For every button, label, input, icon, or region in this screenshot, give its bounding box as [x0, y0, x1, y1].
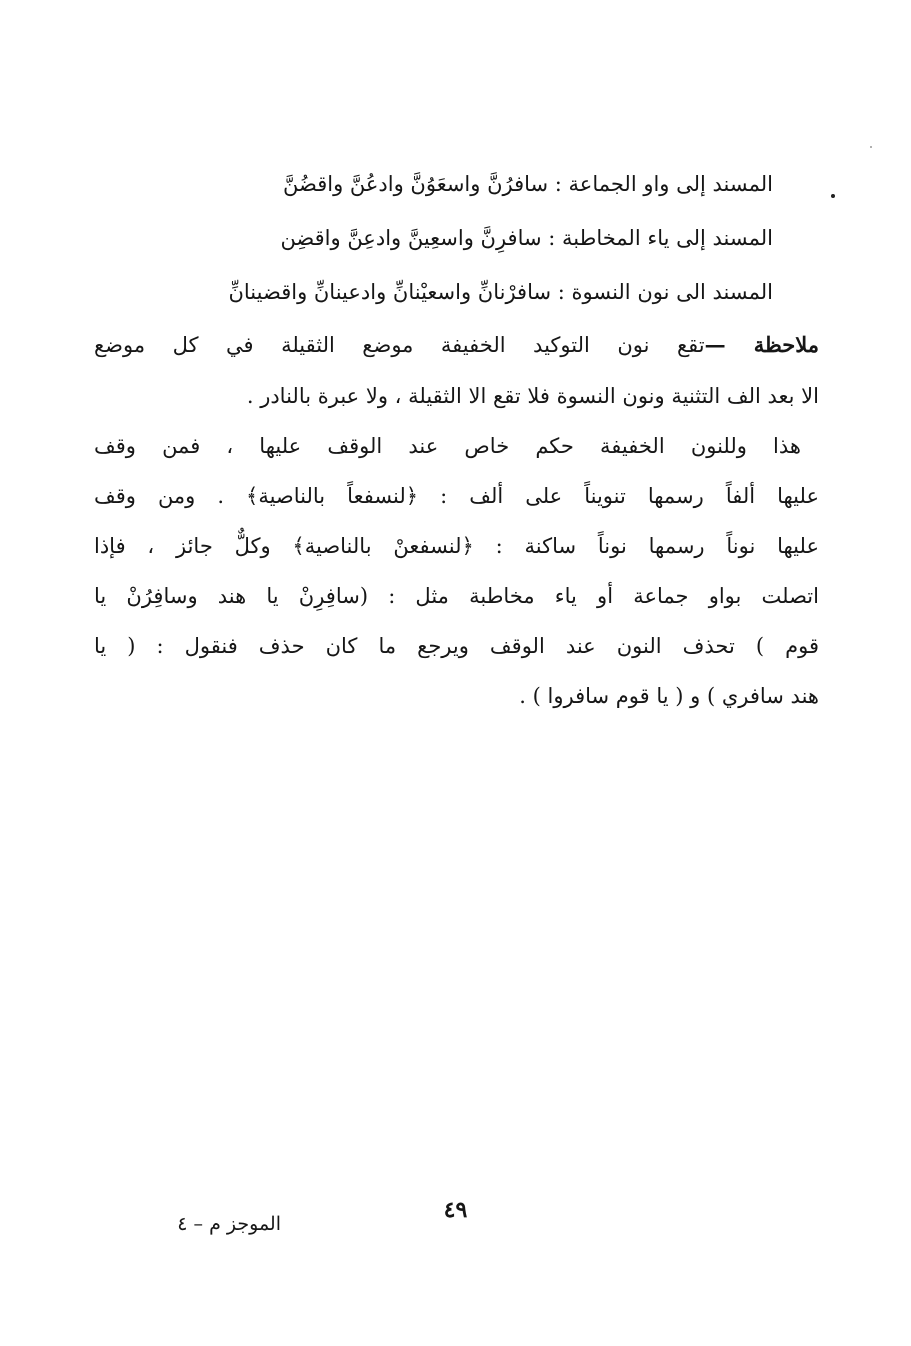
conjugation-line-plural: المسند إلى واو الجماعة : سافرُنَّ واسعَوُنَّ وادعُنَّ واقضُنَّ: [283, 172, 773, 196]
paragraph-line-2: عليها ألفاً رسمها تنويناً على ألف : ﴿لنسفعاً بالناصية﴾ . ومن وقف: [94, 484, 819, 508]
conjugation-line-nun-niswa: المسند الى نون النسوة : سافرْنانِّ واسعيْنانِّ وادعينانِّ واقضينانِّ: [228, 280, 773, 304]
note-line-1: [94, 327, 819, 363]
paragraph-line-3: عليها نوناً رسمها نوناً ساكنة : ﴿لنسفعنْ بالناصية﴾ وكلٌّ جائز ، فإذا: [94, 534, 819, 558]
footer-reference: الموجز م – ٤: [177, 1213, 281, 1235]
paragraph-line-5: قوم ) تحذف النون عند الوقف ويرجع ما كان حذف فنقول : ( يا: [94, 634, 819, 658]
note-text-1: تقع نون التوكيد الخفيفة موضع الثقيلة في كل موضع: [94, 333, 705, 357]
paragraph-line-4: اتصلت بواو جماعة أو ياء مخاطبة مثل : (سافِرِنْ يا هند وسافِرُنْ يا: [94, 584, 819, 608]
note-label: ملاحظة —: [704, 332, 819, 357]
paragraph-line-1: هذا وللنون الخفيفة حكم خاص عند الوقف عليها ، فمن وقف: [94, 434, 801, 458]
paragraph-line-6: هند سافري ) و ( يا قوم سافروا ) .: [519, 684, 819, 708]
margin-dot: [831, 194, 835, 198]
page-number: ٤٩: [443, 1197, 468, 1223]
conjugation-line-feminine: المسند إلى ياء المخاطبة : سافرِنَّ واسعِينَّ وادعِنَّ واقضِن: [280, 226, 773, 250]
note-line-2: الا بعد الف التثنية ونون النسوة فلا تقع الا الثقيلة ، ولا عبرة بالنادر .: [246, 384, 819, 408]
scan-speck: [870, 146, 872, 148]
